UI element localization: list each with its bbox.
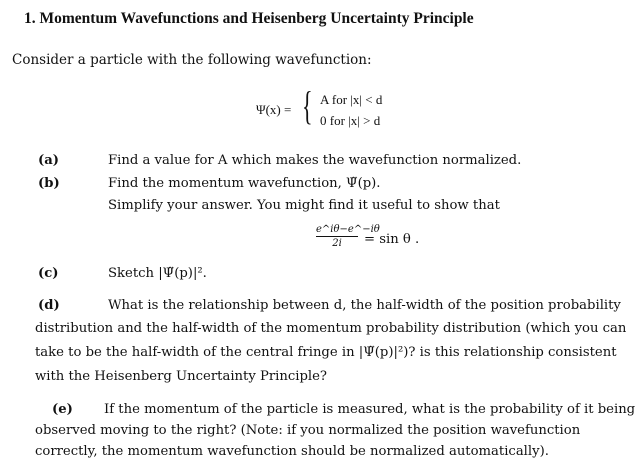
fraction-rhs: = sin θ .: [364, 232, 420, 247]
part-e-line-1: If the momentum of the particle is measured, what is the probability of it being: [104, 402, 636, 417]
part-d-label: (d): [38, 298, 60, 313]
part-d-line-3: take to be the half-width of the central fringe in |Ψ̃(p)|²)? is this relationship consistent: [35, 345, 617, 360]
equation-brace: {: [302, 83, 313, 128]
part-d-line-4: with the Heisenberg Uncertainty Principle?: [35, 369, 327, 384]
part-b-label: (b): [38, 176, 60, 191]
euler-fraction: [316, 224, 380, 249]
fraction-denominator: 2i: [332, 238, 342, 249]
equation-case-2: 0 for |x| > d: [320, 113, 381, 128]
equation-lhs: Ψ(x) =: [256, 102, 292, 117]
part-c-label: (c): [38, 266, 59, 281]
part-a-label: (a): [38, 153, 60, 168]
part-b-text-2: Simplify your answer. You might find it useful to show that: [108, 198, 500, 213]
part-c-text: Sketch |Ψ̃(p)|².: [108, 266, 207, 281]
part-e-line-2: observed moving to the right? (Note: if you normalized the position wavefunction: [35, 423, 581, 438]
part-d-line-2: distribution and the half-width of the momentum probability distribution (which you can: [35, 321, 627, 336]
equation-case-1: A for |x| < d: [320, 92, 383, 107]
question-heading: 1. Momentum Wavefunctions and Heisenberg Uncertainty Principle: [24, 10, 474, 27]
part-b-text-1: Find the momentum wavefunction, Ψ̃(p).: [108, 176, 381, 191]
part-e-label: (e): [52, 402, 73, 417]
intro-text: Consider a particle with the following wavefunction:: [12, 52, 372, 68]
part-d-line-1: What is the relationship between d, the half-width of the position probability: [108, 298, 621, 313]
part-e-line-3: correctly, the momentum wavefunction should be normalized automatically).: [35, 444, 549, 459]
fraction-numerator: e^iθ−e^−iθ: [316, 224, 380, 235]
part-a-text: Find a value for A which makes the wavefunction normalized.: [108, 153, 522, 168]
